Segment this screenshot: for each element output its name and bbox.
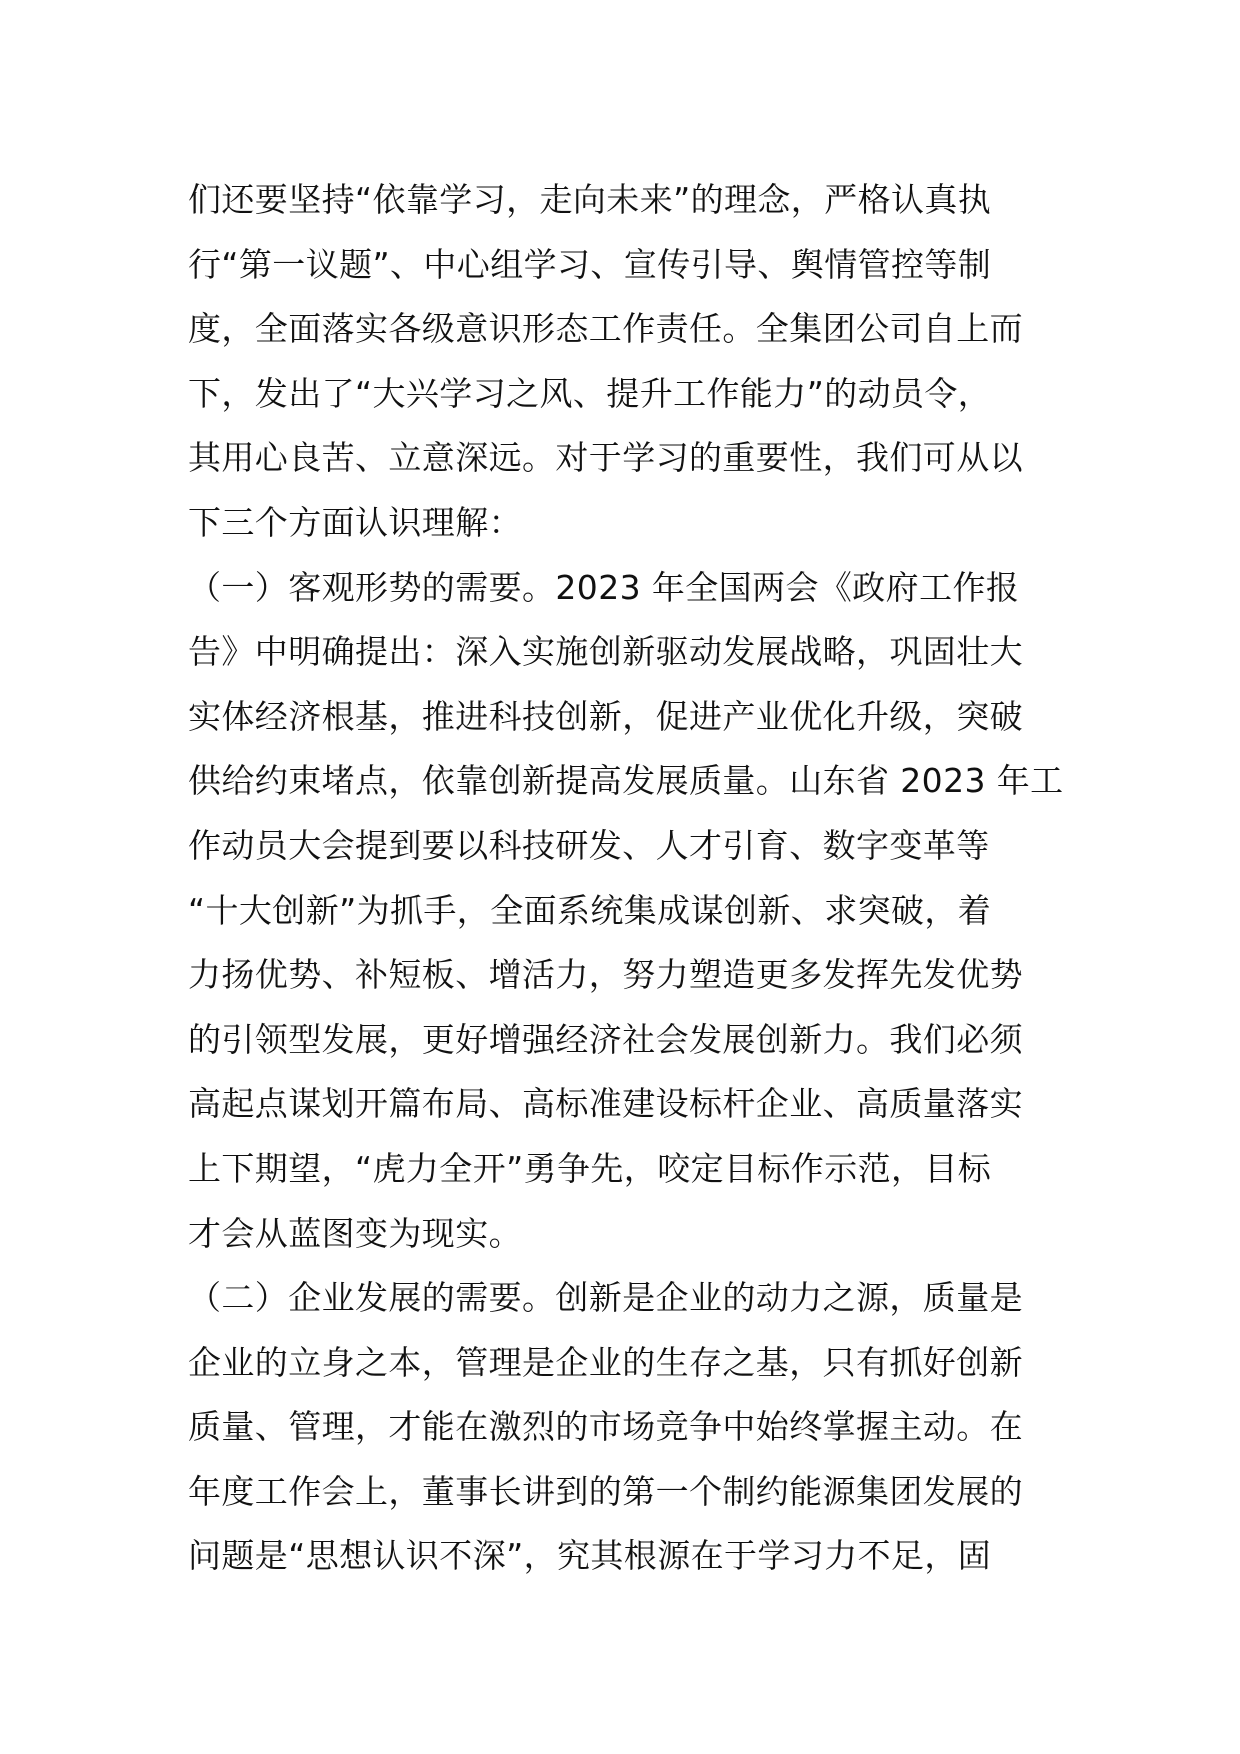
text-line: 行“第一议题”、中心组学习、宣传引导、舆情管控等制 bbox=[188, 244, 992, 284]
text-line: 其用心良苦、立意深远。对于学习的重要性，我们可从以 bbox=[188, 438, 1023, 478]
text-line: 上下期望，“虎力全开”勇争先，咬定目标作示范，目标 bbox=[188, 1148, 992, 1188]
text-line: 才会从蓝图变为现实。 bbox=[188, 1213, 522, 1253]
text-line: 度，全面落实各级意识形态工作责任。全集团公司自上而 bbox=[188, 309, 1023, 349]
text-line: 供给约束堵点，依靠创新提高发展质量。山东省 2023 年工 bbox=[188, 761, 1064, 801]
text-line: 企业的立身之本，管理是企业的生存之基，只有抓好创新 bbox=[188, 1342, 1023, 1382]
text-line: （一）客观形势的需要。2023 年全国两会《政府工作报 bbox=[188, 567, 1020, 607]
text-line: 年度工作会上，董事长讲到的第一个制约能源集团发展的 bbox=[188, 1471, 1023, 1511]
text-line: （二）企业发展的需要。创新是企业的动力之源，质量是 bbox=[188, 1278, 1023, 1318]
text-line: 质量、管理，才能在激烈的市场竞争中始终掌握主动。在 bbox=[188, 1407, 1023, 1447]
text-line: “十大创新”为抓手，全面系统集成谋创新、求突破，着 bbox=[188, 890, 992, 930]
document-body bbox=[188, 168, 1068, 1589]
text-line: 下三个方面认识理解： bbox=[188, 502, 522, 542]
text-line: 下，发出了“大兴学习之风、提升工作能力”的动员令， bbox=[188, 373, 992, 413]
text-line: 问题是“思想认识不深”，究其根源在于学习力不足，固 bbox=[188, 1536, 992, 1576]
text-line: 们还要坚持“依靠学习，走向未来”的理念，严格认真执 bbox=[188, 180, 992, 219]
text-line: 告》中明确提出：深入实施创新驱动发展战略，巩固壮大 bbox=[188, 632, 1023, 672]
text-line: 高起点谋划开篇布局、高标准建设标杆企业、高质量落实 bbox=[188, 1084, 1023, 1124]
text-line: 作动员大会提到要以科技研发、人才引育、数字变革等 bbox=[188, 825, 990, 865]
text-line: 的引领型发展，更好增强经济社会发展创新力。我们必须 bbox=[188, 1019, 1023, 1059]
text-line: 实体经济根基，推进科技创新，促进产业优化升级，突破 bbox=[188, 696, 1023, 736]
text-line: 力扬优势、补短板、增活力，努力塑造更多发挥先发优势 bbox=[188, 955, 1023, 995]
